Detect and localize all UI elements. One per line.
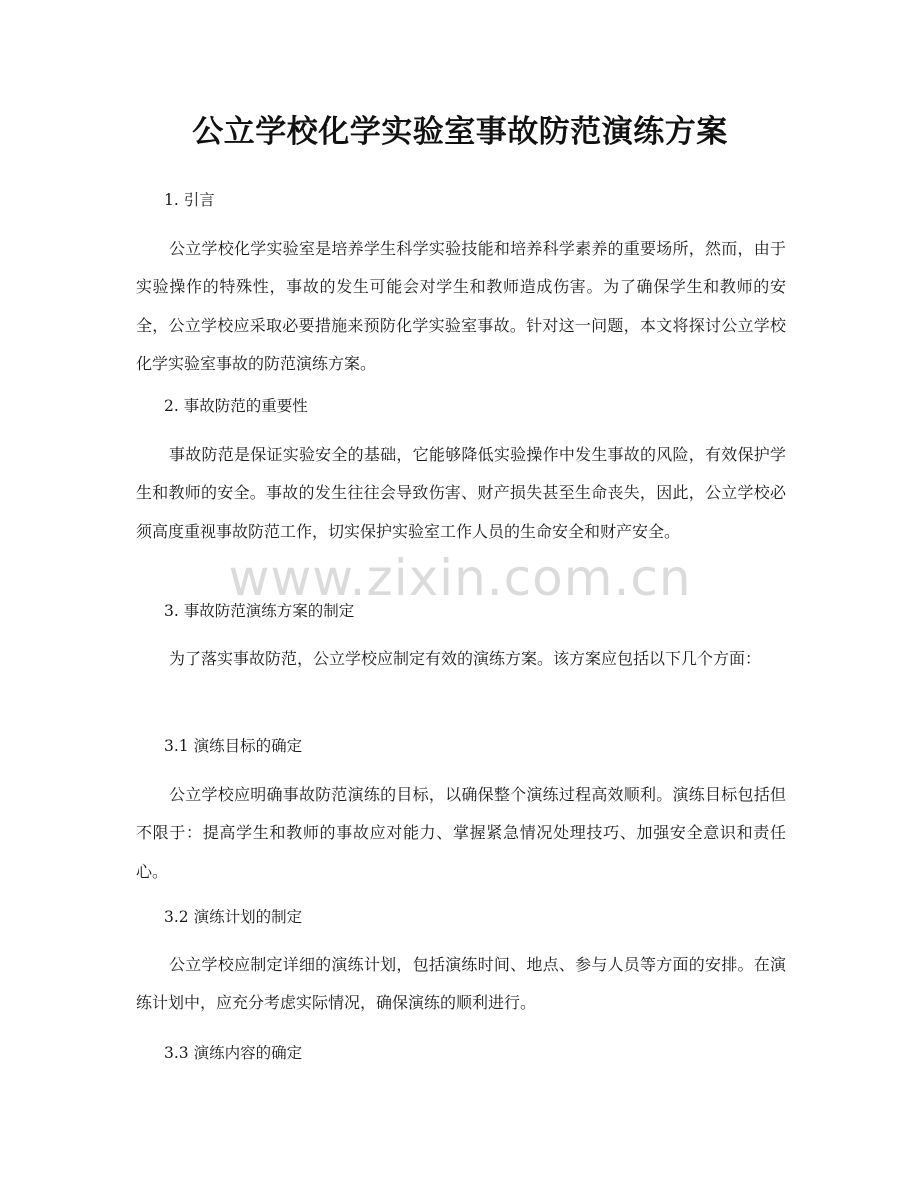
section-heading-introduction: 1. 引言: [164, 191, 215, 209]
watermark: www.zixin.com.cn: [228, 549, 692, 607]
section-heading-plan-formulation: 3. 事故防范演练方案的制定: [164, 602, 355, 620]
section-paragraph-drill-goals: 公立学校应明确事故防范演练的目标，以确保整个演练过程高效顺利。演练目标包括但不限于：提高学生和教师的事故应对能力、掌握紧急情况处理技巧、加强安全意识和责任心。: [136, 785, 786, 881]
section-heading-drill-goals: 3.1 演练目标的确定: [164, 737, 303, 755]
section-paragraph-plan-formulation: 为了落实事故防范，公立学校应制定有效的演练方案。该方案应包括以下几个方面：: [169, 649, 762, 668]
section-heading-drill-plan: 3.2 演练计划的制定: [164, 908, 303, 926]
document-title: 公立学校化学实验室事故防范演练方案: [192, 114, 728, 150]
section-heading-importance: 2. 事故防范的重要性: [164, 397, 308, 415]
section-paragraph-drill-plan: 公立学校应制定详细的演练计划，包括演练时间、地点、参与人员等方面的安排。在演练计划中，应充分考虑实际情况，确保演练的顺利进行。: [136, 955, 786, 1013]
section-heading-drill-content: 3.3 演练内容的确定: [164, 1044, 303, 1062]
section-paragraph-importance: 事故防范是保证实验安全的基础，它能够降低实验操作中发生事故的风险，有效保护学生和教师的安全。事故的发生往往会导致伤害、财产损失甚至生命丧失，因此，公立学校必须高度重视事故防范工作，切实保护实验室工作人员的生命安全和财产安全。: [136, 445, 786, 541]
section-paragraph-introduction: 公立学校化学实验室是培养学生科学实验技能和培养科学素养的重要场所，然而，由于实验操作的特殊性，事故的发生可能会对学生和教师造成伤害。为了确保学生和教师的安全，公立学校应采取必要措施来预防化学实验室事故。针对这一问题，本文将探讨公立学校化学实验室事故的防范演练方案。: [136, 239, 786, 374]
